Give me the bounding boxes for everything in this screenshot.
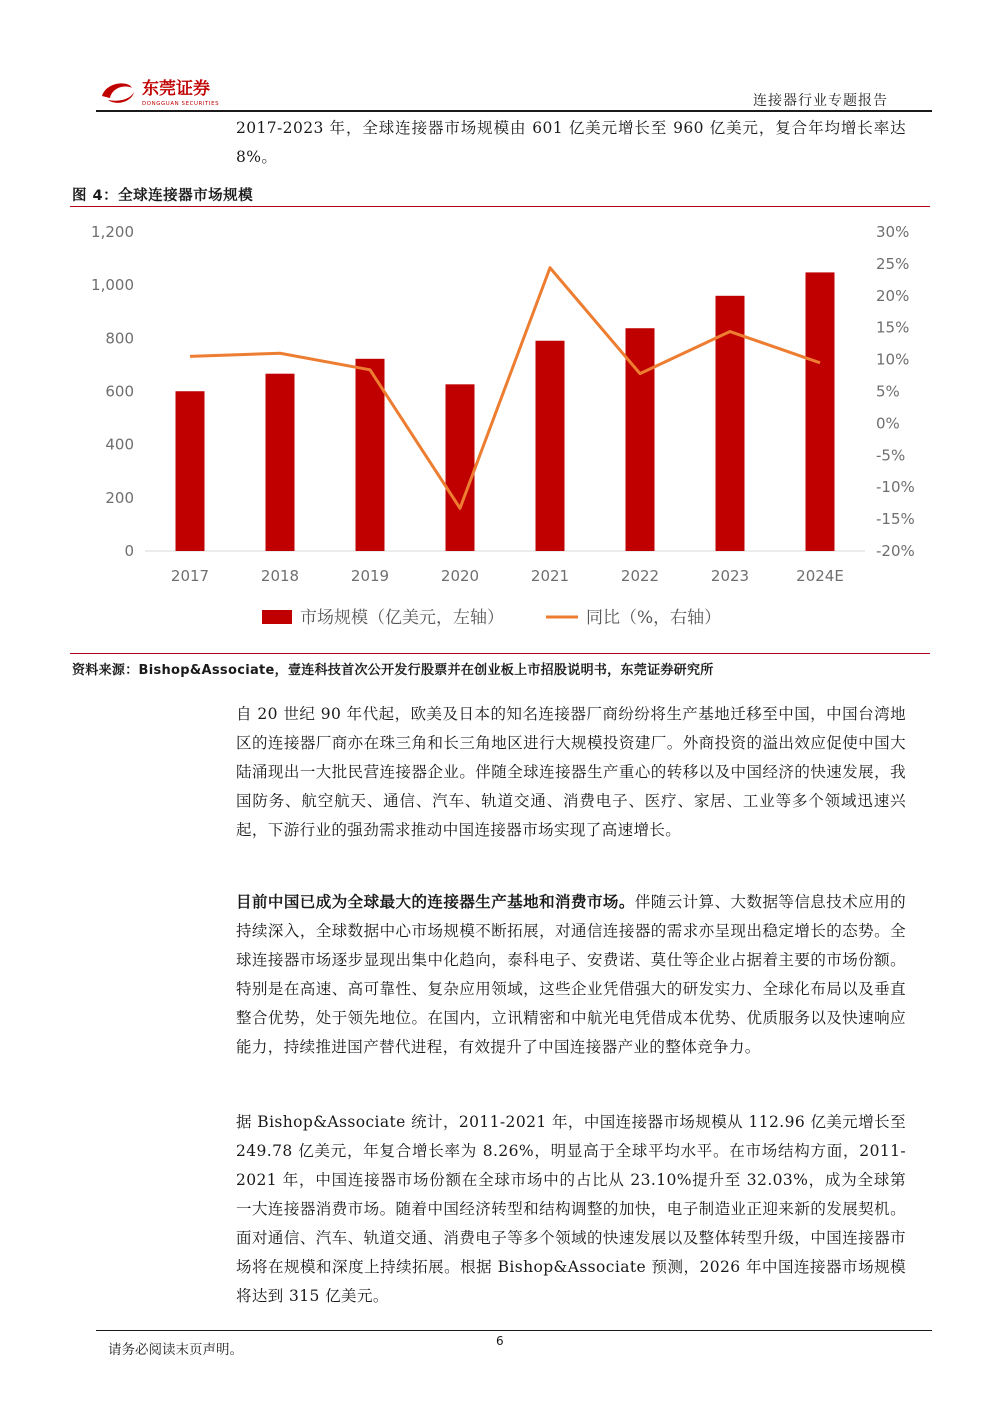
x-tick-label: 2024E xyxy=(796,567,844,585)
bar xyxy=(446,384,475,551)
header-divider xyxy=(96,110,932,112)
figure-caption: 图 4：全球连接器市场规模 xyxy=(72,188,254,204)
page-number: 6 xyxy=(496,1334,504,1348)
body-paragraph-3: 据 Bishop&Associate 统计，2011-2021 年，中国连接器市场规模从 112.96 亿美元增长至 249.78 亿美元，年复合增长率为 8.26%，明显高于全球平均水平。在市场结构方面，2011-2021 年，中国连接器市场份额在全球市场中的占比从 23.10%提升至 32.03%，成为全球第一大连接器消费市场。随着中国经济转型和结构调整的加快，电子制造业正迎来新的发展契机。面对通信、汽车、轨道交通、消费电子等多个领域的快速发展以及整体转型升级，中国连接器市场将在规模和深度上持续拓展。根据 Bishop&Associate 预测，2026 年中国连接器市场规模将达到 315 亿美元。 xyxy=(236,1113,906,1305)
left-tick-label: 1,200 xyxy=(91,223,134,241)
figure-bottom-rule xyxy=(70,653,930,654)
x-tick-label: 2020 xyxy=(440,567,480,585)
legend-bar-swatch xyxy=(262,610,292,624)
intro-paragraph: 2017-2023 年，全球连接器市场规模由 601 亿美元增长至 960 亿美元，复合年均增长率达 8%。 xyxy=(236,119,906,166)
left-tick-label: 0 xyxy=(124,542,134,560)
legend-line-label: 同比（%，右轴） xyxy=(586,608,722,628)
brand-name-en: DONGGUAN SECURITIES xyxy=(142,101,220,107)
right-tick-label: 0% xyxy=(876,414,900,433)
footer-divider xyxy=(96,1330,932,1331)
report-title: 连接器行业专题报告 xyxy=(753,93,888,109)
body-paragraph-2 xyxy=(236,888,906,1062)
right-tick-label: 25% xyxy=(876,254,910,273)
x-tick-label: 2022 xyxy=(620,567,660,585)
x-tick-label: 2021 xyxy=(530,567,570,585)
paragraph-lead-bold: 目前中国已成为全球最大的连接器生产基地和消费市场。 xyxy=(236,893,635,911)
left-tick-label: 1,000 xyxy=(91,276,134,295)
right-tick-label: -10% xyxy=(876,478,915,497)
right-tick-label: -5% xyxy=(876,446,906,465)
chart-legend xyxy=(262,608,721,628)
legend-bar-label: 市场规模（亿美元，左轴） xyxy=(300,608,504,628)
figure-source: 资料来源：Bishop&Associate，壹连科技首次公开发行股票并在创业板上市招股说明书，东莞证券研究所 xyxy=(72,663,714,678)
right-tick-label: 20% xyxy=(876,286,910,305)
right-tick-label: -20% xyxy=(876,542,915,560)
x-tick-label: 2019 xyxy=(350,567,390,585)
left-tick-label: 800 xyxy=(105,329,134,348)
left-tick-label: 400 xyxy=(105,435,134,454)
x-tick-label: 2018 xyxy=(260,567,300,585)
paragraph-body: 伴随云计算、大数据等信息技术应用的持续深入，全球数据中心市场规模不断拓展，对通信连接器的需求亦呈现出稳定增长的态势。全球连接器市场逐步显现出集中化趋向，泰科电子、安费诺、莫仕等企业占据着主要的市场份额。特别是在高速、高可靠性、复杂应用领域，这些企业凭借强大的研发实力、全球化布局以及垂直整合优势，处于领先地位。在国内，立讯精密和中航光电凭借成本优势、优质服务以及快速响应能力，持续推进国产替代进程，有效提升了中国连接器产业的整体竞争力。 xyxy=(236,893,906,1056)
bar xyxy=(806,272,835,551)
left-axis xyxy=(91,223,134,560)
body-paragraph-1: 自 20 世纪 90 年代起，欧美及日本的知名连接器厂商纷纷将生产基地迁移至中国，中国台湾地区的连接器厂商亦在珠三角和长三角地区进行大规模投资建厂。外商投资的溢出效应促使中国大陆涌现出一大批民营连接器企业。伴随全球连接器生产重心的转移以及中国经济的快速发展，我国防务、航空航天、通信、汽车、轨道交通、消费电子、医疗、家居、工业等多个领域迅速兴起，下游行业的强劲需求推动中国连接器市场实现了高速增长。 xyxy=(236,705,906,839)
figure-top-rule xyxy=(70,206,930,207)
x-axis xyxy=(171,567,844,585)
disclaimer-notice: 请务必阅读末页声明。 xyxy=(108,1342,243,1358)
right-tick-label: 30% xyxy=(876,223,910,241)
market-size-chart xyxy=(70,214,930,644)
brand-name-cn: 东莞证券 xyxy=(142,79,210,99)
right-axis xyxy=(876,223,915,560)
bar xyxy=(176,391,205,551)
x-tick-label: 2023 xyxy=(710,567,750,585)
left-tick-label: 600 xyxy=(105,382,134,401)
bar-series xyxy=(176,272,835,551)
right-tick-label: 5% xyxy=(876,382,900,401)
right-tick-label: 10% xyxy=(876,350,910,369)
right-tick-label: -15% xyxy=(876,510,915,529)
right-tick-label: 15% xyxy=(876,318,910,337)
x-tick-label: 2017 xyxy=(170,567,210,585)
bar xyxy=(536,341,565,551)
company-logo xyxy=(98,74,258,108)
left-tick-label: 200 xyxy=(105,488,134,507)
bar xyxy=(266,374,295,551)
